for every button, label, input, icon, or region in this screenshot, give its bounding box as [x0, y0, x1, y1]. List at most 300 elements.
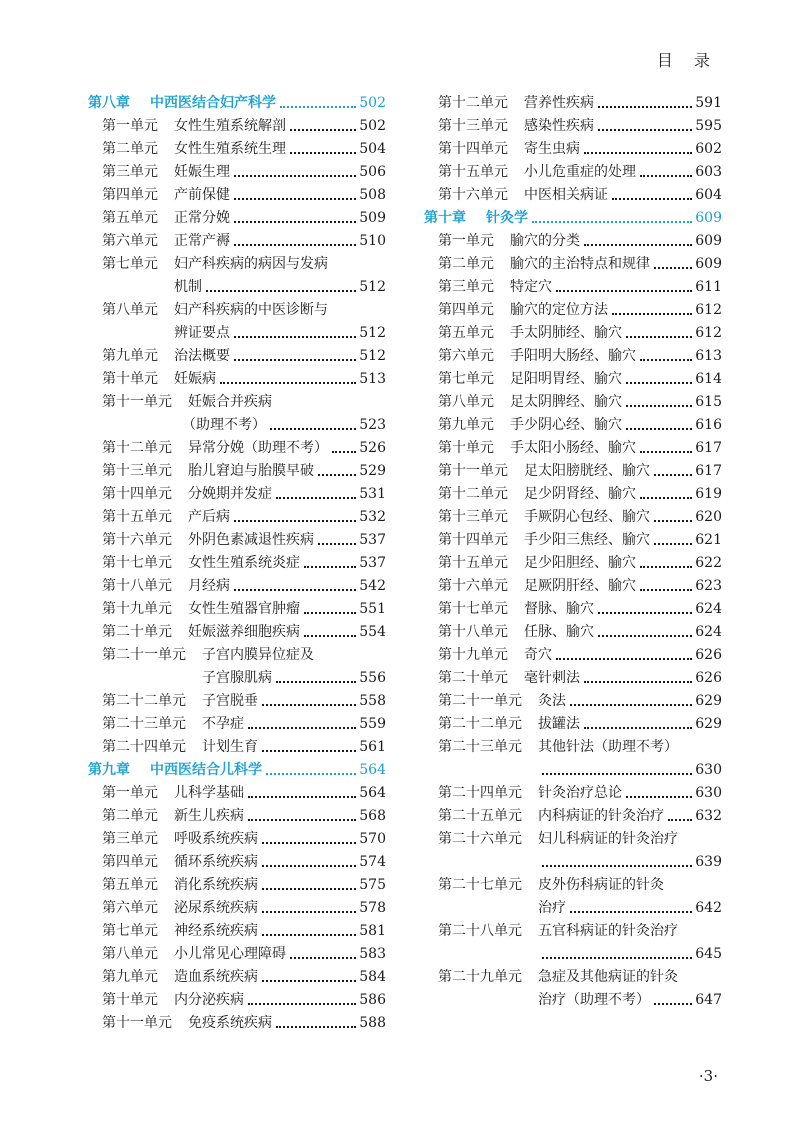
unit-number: 第二十一单元 — [102, 647, 186, 663]
unit-number: 第十八单元 — [102, 578, 172, 594]
page-ref: 551 — [359, 601, 386, 617]
unit-title: 急症及其他病证的针灸 — [538, 969, 678, 985]
page-ref: 570 — [359, 831, 386, 847]
unit-title: 不孕症 — [202, 716, 244, 732]
unit-title: 子宫内膜异位症及 — [202, 647, 314, 663]
unit-title: 皮外伤科病证的针灸 — [538, 877, 664, 893]
unit-number: 第九单元 — [102, 969, 158, 985]
leader-dots — [234, 175, 356, 177]
toc-entry — [424, 736, 722, 782]
unit-title: 腧穴的主治特点和规律 — [510, 256, 650, 272]
leader-dots — [262, 842, 356, 844]
page-number: ·3· — [698, 1067, 718, 1085]
toc-entry — [88, 391, 386, 437]
unit-number: 第二十五单元 — [438, 808, 522, 824]
leader-dots — [640, 175, 692, 177]
unit-title: 正常产褥 — [174, 233, 230, 249]
page-ref: 578 — [359, 900, 386, 916]
toc-entry — [88, 805, 386, 828]
unit-number: 第五单元 — [438, 325, 494, 341]
unit-number: 第一单元 — [102, 785, 158, 801]
toc-entry — [88, 115, 386, 138]
toc-chapter-entry — [88, 759, 386, 782]
unit-title: 足太阴脾经、腧穴 — [510, 394, 622, 410]
toc-entry — [424, 598, 722, 621]
unit-title: 胎儿窘迫与胎膜早破 — [188, 463, 314, 479]
unit-title: 造血系统疾病 — [174, 969, 258, 985]
unit-title-continued: （助理不考） — [182, 417, 266, 433]
toc-entry — [424, 874, 722, 920]
leader-dots — [542, 773, 692, 775]
unit-number: 第十五单元 — [438, 555, 508, 571]
unit-title: 正常分娩 — [174, 210, 230, 226]
unit-title: 神经系统疾病 — [174, 923, 258, 939]
unit-title: 儿科学基础 — [174, 785, 244, 801]
unit-title: 足厥阴肝经、腧穴 — [524, 578, 636, 594]
toc-entry — [88, 529, 386, 552]
page-ref: 613 — [695, 348, 722, 364]
page-ref: 529 — [359, 463, 386, 479]
page-ref: 558 — [359, 693, 386, 709]
leader-dots — [626, 796, 692, 798]
unit-title: 女性生殖系统生理 — [174, 141, 286, 157]
unit-title: 督脉、腧穴 — [524, 601, 594, 617]
unit-title: 呼吸系统疾病 — [174, 831, 258, 847]
toc-entry — [424, 460, 722, 483]
unit-number: 第八单元 — [438, 394, 494, 410]
leader-dots — [640, 497, 692, 499]
page-ref: 556 — [359, 670, 386, 686]
leader-dots — [318, 543, 356, 545]
page-ref: 626 — [695, 670, 722, 686]
unit-title: 计划生育 — [202, 739, 258, 755]
unit-number: 第四单元 — [102, 854, 158, 870]
page-ref: 512 — [359, 279, 386, 295]
unit-title: 足阳明胃经、腧穴 — [510, 371, 622, 387]
leader-dots — [640, 359, 692, 361]
unit-number: 第十七单元 — [102, 555, 172, 571]
leader-dots — [612, 313, 692, 315]
unit-title: 女性生殖器官肿瘤 — [188, 601, 300, 617]
toc-entry — [424, 138, 722, 161]
unit-number: 第七单元 — [438, 371, 494, 387]
page-ref: 532 — [359, 509, 386, 525]
unit-title: 足少阴肾经、腧穴 — [524, 486, 636, 502]
toc-right-column — [424, 92, 722, 1012]
page-ref: 624 — [695, 601, 722, 617]
toc-entry — [88, 230, 386, 253]
page-ref: 526 — [359, 440, 386, 456]
unit-number: 第十五单元 — [102, 509, 172, 525]
toc-entry — [88, 713, 386, 736]
leader-dots — [248, 796, 356, 798]
page-ref: 609 — [695, 256, 722, 272]
toc-entry — [88, 575, 386, 598]
page-ref: 502 — [359, 95, 386, 111]
leader-dots — [280, 106, 356, 108]
toc-entry — [424, 230, 722, 253]
page-ref: 617 — [695, 440, 722, 456]
unit-title: 妇儿科病证的针灸治疗 — [538, 831, 678, 847]
toc-entry — [88, 621, 386, 644]
chapter-title: 针灸学 — [486, 210, 528, 226]
unit-title: 腧穴的定位方法 — [510, 302, 608, 318]
leader-dots — [234, 336, 356, 338]
toc-left-column — [88, 92, 386, 1035]
toc-entry — [424, 437, 722, 460]
unit-title: 内科病证的针灸治疗 — [538, 808, 664, 824]
page-ref: 630 — [695, 785, 722, 801]
page-ref: 642 — [695, 900, 722, 916]
unit-number: 第六单元 — [438, 348, 494, 364]
unit-number: 第十三单元 — [438, 118, 508, 134]
unit-number: 第十八单元 — [438, 624, 508, 640]
unit-title: 手阳明大肠经、腧穴 — [510, 348, 636, 364]
page-ref: 575 — [359, 877, 386, 893]
unit-number: 第二十三单元 — [438, 739, 522, 755]
leader-dots — [626, 405, 692, 407]
toc-entry — [424, 690, 722, 713]
unit-title: 任脉、腧穴 — [524, 624, 594, 640]
chapter-number: 第十章 — [424, 210, 466, 226]
page-ref: 586 — [359, 992, 386, 1008]
toc-chapter-entry — [424, 207, 722, 230]
toc-entry — [88, 851, 386, 874]
page-ref: 564 — [359, 785, 386, 801]
toc-entry — [424, 161, 722, 184]
leader-dots — [532, 221, 692, 223]
toc-entry — [424, 92, 722, 115]
toc-entry — [424, 644, 722, 667]
unit-title: 子宫脱垂 — [202, 693, 258, 709]
unit-number: 第十一单元 — [102, 1015, 172, 1031]
toc-entry — [88, 207, 386, 230]
unit-number: 第二单元 — [102, 808, 158, 824]
toc-entry — [88, 184, 386, 207]
leader-dots — [304, 566, 356, 568]
unit-number: 第二十二单元 — [102, 693, 186, 709]
leader-dots — [570, 704, 692, 706]
toc-entry — [88, 437, 386, 460]
unit-number: 第十三单元 — [438, 509, 508, 525]
toc-entry — [88, 460, 386, 483]
leader-dots — [584, 244, 692, 246]
unit-title-continued: 子宫腺肌病 — [202, 670, 272, 686]
toc-entry — [88, 644, 386, 690]
unit-number: 第十单元 — [438, 440, 494, 456]
page-ref: 510 — [359, 233, 386, 249]
leader-dots — [668, 819, 692, 821]
unit-title: 消化系统疾病 — [174, 877, 258, 893]
toc-entry — [424, 966, 722, 1012]
leader-dots — [234, 520, 356, 522]
toc-entry — [424, 506, 722, 529]
toc-entry — [424, 299, 722, 322]
page-ref: 626 — [695, 647, 722, 663]
page-ref: 615 — [695, 394, 722, 410]
leader-dots — [598, 612, 692, 614]
unit-title: 中医相关病证 — [524, 187, 608, 203]
toc-entry — [88, 552, 386, 575]
unit-number: 第九单元 — [102, 348, 158, 364]
unit-title: 小儿危重症的处理 — [524, 164, 636, 180]
page-ref: 622 — [695, 555, 722, 571]
unit-number: 第十六单元 — [438, 187, 508, 203]
toc-entry — [88, 345, 386, 368]
leader-dots — [654, 1003, 692, 1005]
unit-number: 第十五单元 — [438, 164, 508, 180]
unit-title: 循环系统疾病 — [174, 854, 258, 870]
unit-title: 妊娠滋养细胞疾病 — [188, 624, 300, 640]
leader-dots — [542, 957, 692, 959]
leader-dots — [640, 589, 692, 591]
leader-dots — [598, 129, 692, 131]
unit-title: 女性生殖系统解剖 — [174, 118, 286, 134]
page-ref: 591 — [695, 95, 722, 111]
toc-entry — [424, 805, 722, 828]
toc-entry — [424, 575, 722, 598]
page-ref: 508 — [359, 187, 386, 203]
leader-dots — [248, 819, 356, 821]
leader-dots — [234, 589, 356, 591]
unit-title: 分娩期并发症 — [188, 486, 272, 502]
leader-dots — [248, 727, 356, 729]
unit-number: 第七单元 — [102, 256, 158, 272]
unit-number: 第二十单元 — [102, 624, 172, 640]
page-ref: 584 — [359, 969, 386, 985]
leader-dots — [318, 474, 356, 476]
toc-entry — [88, 506, 386, 529]
unit-title: 拔罐法 — [538, 716, 580, 732]
leader-dots — [542, 865, 692, 867]
toc-entry — [88, 161, 386, 184]
toc-entry — [88, 897, 386, 920]
unit-number: 第七单元 — [102, 923, 158, 939]
unit-number: 第八单元 — [102, 946, 158, 962]
unit-number: 第十二单元 — [438, 95, 508, 111]
leader-dots — [332, 451, 356, 453]
unit-title-continued: 辨证要点 — [174, 325, 230, 341]
unit-number: 第十四单元 — [438, 532, 508, 548]
leader-dots — [276, 497, 356, 499]
leader-dots — [556, 658, 692, 660]
unit-number: 第二十三单元 — [102, 716, 186, 732]
unit-number: 第十九单元 — [102, 601, 172, 617]
toc-entry — [424, 184, 722, 207]
toc-entry — [88, 920, 386, 943]
unit-title-continued: 机制 — [174, 279, 202, 295]
leader-dots — [626, 382, 692, 384]
leader-dots — [234, 221, 356, 223]
toc-entry — [88, 690, 386, 713]
leader-dots — [262, 865, 356, 867]
leader-dots — [290, 957, 356, 959]
page-ref: 523 — [359, 417, 386, 433]
unit-title: 奇穴 — [524, 647, 552, 663]
leader-dots — [584, 727, 692, 729]
unit-number: 第四单元 — [438, 302, 494, 318]
page-ref: 564 — [359, 762, 386, 778]
unit-number: 第十三单元 — [102, 463, 172, 479]
toc-entry — [424, 253, 722, 276]
toc-entry — [88, 943, 386, 966]
unit-title: 毫针刺法 — [524, 670, 580, 686]
toc-entry — [424, 552, 722, 575]
unit-title: 产前保健 — [174, 187, 230, 203]
leader-dots — [640, 451, 692, 453]
page-ref: 506 — [359, 164, 386, 180]
unit-title: 五官科病证的针灸治疗 — [538, 923, 678, 939]
leader-dots — [584, 152, 692, 154]
chapter-title: 中西医结合儿科学 — [150, 762, 262, 778]
toc-entry — [88, 1012, 386, 1035]
unit-number: 第五单元 — [102, 877, 158, 893]
page-ref: 620 — [695, 509, 722, 525]
unit-title: 营养性疾病 — [524, 95, 594, 111]
leader-dots — [248, 1003, 356, 1005]
toc-entry — [424, 920, 722, 966]
unit-title: 手少阳三焦经、腧穴 — [524, 532, 650, 548]
leader-dots — [654, 267, 692, 269]
leader-dots — [626, 428, 692, 430]
page-ref: 537 — [359, 532, 386, 548]
unit-number: 第二十七单元 — [438, 877, 522, 893]
unit-number: 第十单元 — [102, 371, 158, 387]
page-ref: 629 — [695, 716, 722, 732]
page-ref: 504 — [359, 141, 386, 157]
page-ref: 581 — [359, 923, 386, 939]
unit-title: 女性生殖系统炎症 — [188, 555, 300, 571]
page-ref: 612 — [695, 325, 722, 341]
unit-number: 第九单元 — [438, 417, 494, 433]
unit-number: 第二单元 — [438, 256, 494, 272]
toc-entry — [88, 874, 386, 897]
toc-entry — [424, 529, 722, 552]
leader-dots — [654, 543, 692, 545]
toc-entry — [88, 782, 386, 805]
unit-number: 第十六单元 — [438, 578, 508, 594]
unit-number: 第十四单元 — [102, 486, 172, 502]
leader-dots — [290, 152, 356, 154]
leader-dots — [584, 681, 692, 683]
toc-entry — [88, 483, 386, 506]
unit-title-continued: 治疗（助理不考） — [538, 992, 650, 1008]
leader-dots — [262, 704, 356, 706]
unit-title: 妊娠生理 — [174, 164, 230, 180]
toc-entry — [424, 621, 722, 644]
toc-entry — [88, 253, 386, 299]
unit-number: 第二十二单元 — [438, 716, 522, 732]
page-header-title: 目 录 — [656, 51, 718, 70]
unit-title-continued: 治疗 — [538, 900, 566, 916]
leader-dots — [654, 520, 692, 522]
page-ref: 554 — [359, 624, 386, 640]
page-ref: 559 — [359, 716, 386, 732]
toc-entry — [424, 483, 722, 506]
unit-number: 第五单元 — [102, 210, 158, 226]
toc-entry — [88, 736, 386, 759]
page-ref: 647 — [695, 992, 722, 1008]
page-ref: 609 — [695, 233, 722, 249]
page-ref: 603 — [695, 164, 722, 180]
unit-title: 内分泌疾病 — [174, 992, 244, 1008]
page-ref: 531 — [359, 486, 386, 502]
unit-title: 足太阳膀胱经、腧穴 — [524, 463, 650, 479]
toc-entry — [424, 782, 722, 805]
unit-title: 其他针法（助理不考） — [538, 739, 678, 755]
page-ref: 502 — [359, 118, 386, 134]
unit-number: 第十二单元 — [438, 486, 508, 502]
unit-title: 月经病 — [188, 578, 230, 594]
leader-dots — [206, 290, 356, 292]
page-ref: 509 — [359, 210, 386, 226]
toc-entry — [424, 391, 722, 414]
leader-dots — [262, 888, 356, 890]
unit-title: 妇产科疾病的病因与发病 — [174, 256, 328, 272]
page-ref: 630 — [695, 762, 722, 778]
toc-entry — [88, 368, 386, 391]
leader-dots — [262, 911, 356, 913]
leader-dots — [262, 980, 356, 982]
unit-number: 第十七单元 — [438, 601, 508, 617]
leader-dots — [612, 198, 692, 200]
leader-dots — [598, 106, 692, 108]
unit-number: 第二十四单元 — [102, 739, 186, 755]
toc-entry — [424, 414, 722, 437]
leader-dots — [234, 198, 356, 200]
page-ref: 561 — [359, 739, 386, 755]
page-ref: 512 — [359, 348, 386, 364]
unit-number: 第十六单元 — [102, 532, 172, 548]
unit-number: 第十一单元 — [438, 463, 508, 479]
toc-entry — [424, 276, 722, 299]
toc-entry — [88, 966, 386, 989]
unit-number: 第八单元 — [102, 302, 158, 318]
leader-dots — [556, 290, 692, 292]
toc-entry — [88, 828, 386, 851]
toc-entry — [88, 138, 386, 161]
leader-dots — [262, 750, 356, 752]
leader-dots — [304, 635, 356, 637]
leader-dots — [220, 382, 356, 384]
unit-title: 手厥阴心包经、腧穴 — [524, 509, 650, 525]
unit-title: 腧穴的分类 — [510, 233, 580, 249]
unit-number: 第三单元 — [102, 164, 158, 180]
leader-dots — [276, 681, 356, 683]
unit-number: 第十二单元 — [102, 440, 172, 456]
unit-number: 第十一单元 — [102, 394, 172, 410]
leader-dots — [262, 934, 356, 936]
unit-number: 第三单元 — [438, 279, 494, 295]
unit-title: 手少阴心经、腧穴 — [510, 417, 622, 433]
page-ref: 574 — [359, 854, 386, 870]
page-ref: 645 — [695, 946, 722, 962]
leader-dots — [654, 474, 692, 476]
chapter-title: 中西医结合妇产科学 — [150, 95, 276, 111]
leader-dots — [570, 911, 692, 913]
leader-dots — [598, 635, 692, 637]
unit-title: 妊娠合并疾病 — [188, 394, 272, 410]
unit-number: 第二十单元 — [438, 670, 508, 686]
page-ref: 632 — [695, 808, 722, 824]
page-ref: 623 — [695, 578, 722, 594]
leader-dots — [626, 336, 692, 338]
page-ref: 542 — [359, 578, 386, 594]
leader-dots — [266, 773, 356, 775]
unit-number: 第六单元 — [102, 233, 158, 249]
unit-title: 产后病 — [188, 509, 230, 525]
page-ref: 602 — [695, 141, 722, 157]
